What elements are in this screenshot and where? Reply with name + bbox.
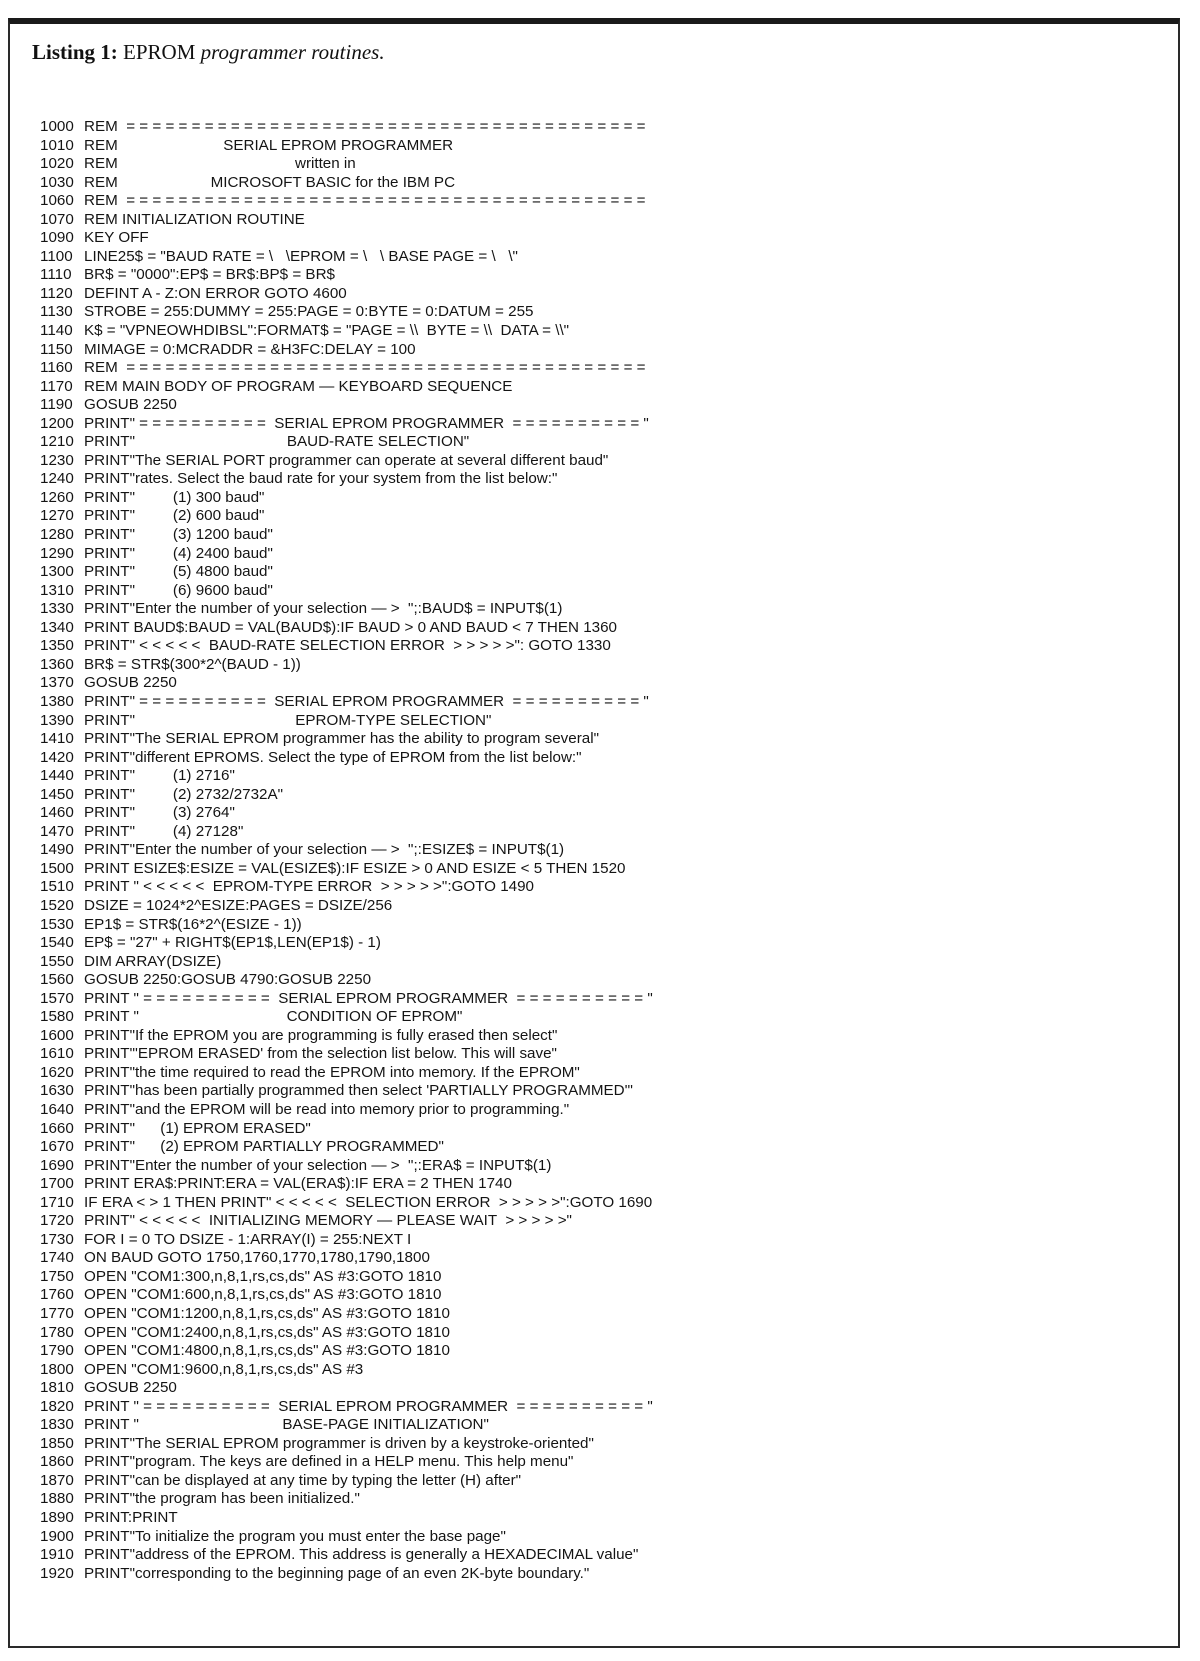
code-line bbox=[40, 990, 653, 1009]
line-code: PRINT"the time required to read the EPROM into memory. If the EPROM" bbox=[84, 1063, 580, 1081]
line-number: 1550 bbox=[40, 952, 74, 970]
code-line bbox=[40, 1082, 653, 1101]
line-number: 1140 bbox=[40, 322, 73, 340]
line-number: 1730 bbox=[40, 1230, 74, 1248]
line-number: 1100 bbox=[40, 247, 73, 265]
line-number: 1340 bbox=[40, 618, 74, 636]
code-line bbox=[40, 1398, 653, 1417]
line-number: 1910 bbox=[40, 1546, 74, 1564]
line-number: 1390 bbox=[40, 711, 74, 729]
line-number: 1470 bbox=[40, 822, 74, 840]
code-line bbox=[40, 1435, 653, 1454]
code-line bbox=[40, 582, 653, 601]
line-code: MIMAGE = 0:MCRADDR = &H3FC:DELAY = 100 bbox=[84, 340, 416, 358]
line-code: PRINT BAUD$:BAUD = VAL(BAUD$):IF BAUD > 0 AND BAUD < 7 THEN 1360 bbox=[84, 618, 618, 636]
code-line bbox=[40, 1212, 653, 1231]
line-number: 1660 bbox=[40, 1119, 74, 1137]
line-number: 1610 bbox=[40, 1045, 74, 1063]
line-number: 1530 bbox=[40, 915, 74, 933]
line-code: LINE25$ = "BAUD RATE = \ \EPROM = \ \ BASE PAGE = \ \" bbox=[84, 247, 518, 265]
line-number: 1560 bbox=[40, 971, 74, 989]
line-code: REM SERIAL EPROM PROGRAMMER bbox=[84, 136, 454, 154]
code-line bbox=[40, 786, 653, 805]
line-code: DIM ARRAY(DSIZE) bbox=[84, 952, 222, 970]
code-line bbox=[40, 229, 653, 248]
line-code: PRINT " < < < < < EPROM-TYPE ERROR > > > > >":GOTO 1490 bbox=[84, 878, 534, 896]
line-code: PRINT"Enter the number of your selection — > ";:ERA$ = INPUT$(1) bbox=[84, 1156, 552, 1174]
code-line bbox=[40, 637, 653, 656]
line-number: 1790 bbox=[40, 1342, 74, 1360]
code-line bbox=[40, 1342, 653, 1361]
code-line bbox=[40, 452, 653, 471]
line-code: IF ERA < > 1 THEN PRINT" < < < < < SELECTION ERROR > > > > >":GOTO 1690 bbox=[84, 1193, 653, 1211]
line-number: 1490 bbox=[40, 841, 74, 859]
line-code: PRINT"Enter the number of your selection — > ";:BAUD$ = INPUT$(1) bbox=[84, 600, 563, 618]
line-number: 1060 bbox=[40, 192, 74, 210]
line-code: REM = = = = = = = = = = = = = = = = = = = = = = = = = = = = = = = = = = = = = = = = bbox=[84, 192, 646, 210]
line-number: 1410 bbox=[40, 730, 74, 748]
code-line bbox=[40, 916, 653, 935]
code-line bbox=[40, 470, 653, 489]
line-code: FOR I = 0 TO DSIZE - 1:ARRAY(I) = 255:NEXT I bbox=[84, 1230, 412, 1248]
line-number: 1070 bbox=[40, 210, 74, 228]
line-code: PRINT"corresponding to the beginning page of an even 2K-byte boundary." bbox=[84, 1564, 590, 1582]
line-code: REM MAIN BODY OF PROGRAM — KEYBOARD SEQUENCE bbox=[84, 377, 513, 395]
line-code: PRINT ESIZE$:ESIZE = VAL(ESIZE$):IF ESIZE > 0 AND ESIZE < 5 THEN 1520 bbox=[84, 859, 626, 877]
line-code: REM = = = = = = = = = = = = = = = = = = = = = = = = = = = = = = = = = = = = = = = = bbox=[84, 118, 646, 135]
code-line bbox=[40, 1472, 653, 1491]
code-line bbox=[40, 118, 653, 137]
code-line bbox=[40, 1453, 653, 1472]
code-line bbox=[40, 1546, 653, 1565]
line-number: 1540 bbox=[40, 934, 74, 952]
line-code: GOSUB 2250 bbox=[84, 396, 177, 414]
code-line bbox=[40, 712, 653, 731]
line-code: BR$ = "0000":EP$ = BR$:BP$ = BR$ bbox=[84, 266, 335, 284]
code-line bbox=[40, 1379, 653, 1398]
line-code: PRINT " CONDITION OF EPROM" bbox=[84, 1008, 463, 1026]
code-line bbox=[40, 322, 653, 341]
line-number: 1240 bbox=[40, 470, 74, 488]
line-code: GOSUB 2250 bbox=[84, 674, 177, 692]
line-number: 1710 bbox=[40, 1193, 74, 1211]
line-number: 1690 bbox=[40, 1156, 74, 1174]
line-number: 1500 bbox=[40, 859, 74, 877]
line-number: 1880 bbox=[40, 1490, 74, 1508]
line-number: 1030 bbox=[40, 173, 74, 191]
line-code: PRINT"'EPROM ERASED' from the selection list below. This will save" bbox=[84, 1045, 557, 1063]
line-code: PRINT " BASE-PAGE INITIALIZATION" bbox=[84, 1416, 489, 1434]
line-number: 1130 bbox=[40, 303, 73, 321]
line-code: STROBE = 255:DUMMY = 255:PAGE = 0:BYTE = 0:DATUM = 255 bbox=[84, 303, 534, 321]
code-line bbox=[40, 545, 653, 564]
code-line bbox=[40, 174, 653, 193]
line-number: 1330 bbox=[40, 600, 74, 618]
code-line bbox=[40, 619, 653, 638]
line-number: 1600 bbox=[40, 1026, 74, 1044]
code-line bbox=[40, 1490, 653, 1509]
line-number: 1150 bbox=[40, 340, 73, 358]
code-line bbox=[40, 378, 653, 397]
line-number: 1740 bbox=[40, 1249, 74, 1267]
line-code: PRINT"different EPROMS. Select the type of EPROM from the list below:" bbox=[84, 748, 582, 766]
code-line bbox=[40, 1305, 653, 1324]
line-number: 1640 bbox=[40, 1100, 74, 1118]
line-code: PRINT"can be displayed at any time by typing the letter (H) after" bbox=[84, 1471, 522, 1489]
code-line bbox=[40, 248, 653, 267]
line-number: 1630 bbox=[40, 1082, 74, 1100]
code-line bbox=[40, 1509, 653, 1528]
line-code: PRINT" = = = = = = = = = = SERIAL EPROM PROGRAMMER = = = = = = = = = = " bbox=[84, 692, 649, 710]
line-number: 1780 bbox=[40, 1323, 74, 1341]
code-line bbox=[40, 1249, 653, 1268]
line-code: PRINT" EPROM-TYPE SELECTION" bbox=[84, 711, 492, 729]
line-code: OPEN "COM1:600,n,8,1,rs,cs,ds" AS #3:GOTO 1810 bbox=[84, 1286, 442, 1304]
line-code: REM INITIALIZATION ROUTINE bbox=[84, 210, 305, 228]
line-number: 1270 bbox=[40, 507, 74, 525]
line-code: PRINT"The SERIAL PORT programmer can operate at several different baud" bbox=[84, 451, 609, 469]
line-number: 1900 bbox=[40, 1527, 74, 1545]
code-listing bbox=[40, 118, 653, 1583]
line-code: PRINT" (1) EPROM ERASED" bbox=[84, 1119, 311, 1137]
line-number: 1870 bbox=[40, 1471, 74, 1489]
code-line bbox=[40, 1565, 653, 1584]
code-line bbox=[40, 341, 653, 360]
code-line bbox=[40, 1045, 653, 1064]
code-line bbox=[40, 656, 653, 675]
line-number: 1010 bbox=[40, 136, 74, 154]
line-number: 1620 bbox=[40, 1063, 74, 1081]
line-code: PRINT"the program has been initialized." bbox=[84, 1490, 360, 1508]
line-number: 1920 bbox=[40, 1564, 74, 1582]
code-line bbox=[40, 266, 653, 285]
line-number: 1110 bbox=[40, 266, 72, 284]
line-number: 1210 bbox=[40, 433, 74, 451]
line-number: 1850 bbox=[40, 1434, 74, 1452]
line-code: GOSUB 2250 bbox=[84, 1379, 177, 1397]
code-line bbox=[40, 211, 653, 230]
line-number: 1890 bbox=[40, 1509, 74, 1527]
code-line bbox=[40, 1194, 653, 1213]
code-line bbox=[40, 1268, 653, 1287]
line-number: 1750 bbox=[40, 1267, 74, 1285]
line-number: 1090 bbox=[40, 229, 74, 247]
line-code: EP$ = "27" + RIGHT$(EP1$,LEN(EP1$) - 1) bbox=[84, 934, 381, 952]
code-line bbox=[40, 841, 653, 860]
code-line bbox=[40, 1138, 653, 1157]
line-code: PRINT" = = = = = = = = = = SERIAL EPROM PROGRAMMER = = = = = = = = = = " bbox=[84, 414, 649, 432]
line-code: PRINT" (4) 2400 baud" bbox=[84, 544, 273, 562]
line-code: PRINT" < < < < < INITIALIZING MEMORY — PLEASE WAIT > > > > >" bbox=[84, 1212, 572, 1230]
code-line bbox=[40, 674, 653, 693]
line-code: PRINT" (6) 9600 baud" bbox=[84, 581, 273, 599]
line-number: 1420 bbox=[40, 748, 74, 766]
line-code: PRINT" (1) 300 baud" bbox=[84, 488, 265, 506]
line-number: 1580 bbox=[40, 1008, 74, 1026]
line-code: PRINT"To initialize the program you must enter the base page" bbox=[84, 1527, 506, 1545]
line-number: 1160 bbox=[40, 359, 73, 377]
code-line bbox=[40, 971, 653, 990]
line-code: PRINT" BAUD-RATE SELECTION" bbox=[84, 433, 470, 451]
line-number: 1860 bbox=[40, 1453, 74, 1471]
line-number: 1760 bbox=[40, 1286, 74, 1304]
code-line bbox=[40, 878, 653, 897]
code-line bbox=[40, 285, 653, 304]
line-code: K$ = "VPNEOWHDIBSL":FORMAT$ = "PAGE = \\ BYTE = \\ DATA = \\" bbox=[84, 322, 570, 340]
code-line bbox=[40, 507, 653, 526]
line-number: 1440 bbox=[40, 767, 74, 785]
line-number: 1670 bbox=[40, 1138, 74, 1156]
code-line bbox=[40, 1324, 653, 1343]
line-code: REM written in bbox=[84, 155, 356, 173]
code-line bbox=[40, 1120, 653, 1139]
line-number: 1350 bbox=[40, 637, 74, 655]
code-line bbox=[40, 433, 653, 452]
code-line bbox=[40, 749, 653, 768]
code-line bbox=[40, 1416, 653, 1435]
line-number: 1380 bbox=[40, 692, 74, 710]
line-code: BR$ = STR$(300*2^(BAUD - 1)) bbox=[84, 655, 301, 673]
line-number: 1810 bbox=[40, 1379, 74, 1397]
line-code: REM = = = = = = = = = = = = = = = = = = = = = = = = = = = = = = = = = = = = = = = = bbox=[84, 359, 646, 377]
code-line bbox=[40, 860, 653, 879]
line-number: 1280 bbox=[40, 526, 74, 544]
line-code: OPEN "COM1:4800,n,8,1,rs,cs,ds" AS #3:GOTO 1810 bbox=[84, 1342, 450, 1360]
line-code: PRINT" (1) 2716" bbox=[84, 767, 235, 785]
line-code: EP1$ = STR$(16*2^(ESIZE - 1)) bbox=[84, 915, 302, 933]
line-code: REM MICROSOFT BASIC for the IBM PC bbox=[84, 173, 456, 191]
line-code: OPEN "COM1:300,n,8,1,rs,cs,ds" AS #3:GOTO 1810 bbox=[84, 1267, 442, 1285]
line-number: 1200 bbox=[40, 414, 74, 432]
line-number: 1450 bbox=[40, 785, 74, 803]
line-number: 1520 bbox=[40, 896, 74, 914]
line-code: PRINT"The SERIAL EPROM programmer has the ability to program several" bbox=[84, 730, 599, 748]
code-line bbox=[40, 804, 653, 823]
code-line bbox=[40, 137, 653, 156]
line-code: PRINT"The SERIAL EPROM programmer is driven by a keystroke-oriented" bbox=[84, 1434, 594, 1452]
line-code: PRINT"If the EPROM you are programming is fully erased then select" bbox=[84, 1026, 558, 1044]
line-code: OPEN "COM1:9600,n,8,1,rs,cs,ds" AS #3 bbox=[84, 1360, 364, 1378]
line-code: PRINT " = = = = = = = = = = SERIAL EPROM PROGRAMMER = = = = = = = = = = " bbox=[84, 1397, 653, 1415]
line-number: 1230 bbox=[40, 451, 74, 469]
line-code: PRINT"program. The keys are defined in a HELP menu. This help menu" bbox=[84, 1453, 574, 1471]
line-number: 1290 bbox=[40, 544, 74, 562]
code-line bbox=[40, 359, 653, 378]
code-line bbox=[40, 693, 653, 712]
line-number: 1370 bbox=[40, 674, 74, 692]
line-number: 1510 bbox=[40, 878, 74, 896]
line-code: DSIZE = 1024*2^ESIZE:PAGES = DSIZE/256 bbox=[84, 896, 393, 914]
code-line bbox=[40, 489, 653, 508]
line-number: 1460 bbox=[40, 804, 74, 822]
line-code: DEFINT A - Z:ON ERROR GOTO 4600 bbox=[84, 284, 347, 302]
code-line bbox=[40, 1361, 653, 1380]
line-code: GOSUB 2250:GOSUB 4790:GOSUB 2250 bbox=[84, 971, 372, 989]
caption-label: Listing 1: bbox=[32, 40, 118, 64]
code-line bbox=[40, 1528, 653, 1547]
line-code: PRINT" (4) 27128" bbox=[84, 822, 244, 840]
line-code: PRINT" (3) 2764" bbox=[84, 804, 235, 822]
code-line bbox=[40, 600, 653, 619]
line-number: 1720 bbox=[40, 1212, 74, 1230]
line-code: PRINT" (5) 4800 baud" bbox=[84, 563, 273, 581]
line-number: 1820 bbox=[40, 1397, 74, 1415]
line-code: PRINT" < < < < < BAUD-RATE SELECTION ERROR > > > > >": GOTO 1330 bbox=[84, 637, 611, 655]
line-code: KEY OFF bbox=[84, 229, 149, 247]
line-number: 1000 bbox=[40, 118, 74, 135]
code-line bbox=[40, 1231, 653, 1250]
line-number: 1190 bbox=[40, 396, 73, 414]
line-code: PRINT" (2) EPROM PARTIALLY PROGRAMMED" bbox=[84, 1138, 444, 1156]
line-code: PRINT"rates. Select the baud rate for your system from the list below:" bbox=[84, 470, 558, 488]
code-line bbox=[40, 303, 653, 322]
line-number: 1830 bbox=[40, 1416, 74, 1434]
line-number: 1300 bbox=[40, 563, 74, 581]
line-code: PRINT" (2) 600 baud" bbox=[84, 507, 265, 525]
line-number: 1170 bbox=[40, 377, 73, 395]
code-line bbox=[40, 730, 653, 749]
code-line bbox=[40, 155, 653, 174]
line-number: 1020 bbox=[40, 155, 74, 173]
line-number: 1700 bbox=[40, 1175, 74, 1193]
line-code: PRINT"has been partially programmed then select 'PARTIALLY PROGRAMMED'" bbox=[84, 1082, 633, 1100]
code-line bbox=[40, 934, 653, 953]
code-line bbox=[40, 1008, 653, 1027]
code-line bbox=[40, 897, 653, 916]
line-code: PRINT" (3) 1200 baud" bbox=[84, 526, 273, 544]
line-code: OPEN "COM1:2400,n,8,1,rs,cs,ds" AS #3:GOTO 1810 bbox=[84, 1323, 450, 1341]
code-line bbox=[40, 415, 653, 434]
line-code: PRINT " = = = = = = = = = = SERIAL EPROM PROGRAMMER = = = = = = = = = = " bbox=[84, 989, 653, 1007]
listing-caption bbox=[32, 40, 385, 65]
line-number: 1360 bbox=[40, 655, 74, 673]
line-code: PRINT"Enter the number of your selection — > ";:ESIZE$ = INPUT$(1) bbox=[84, 841, 565, 859]
line-code: PRINT"address of the EPROM. This address is generally a HEXADECIMAL value" bbox=[84, 1546, 639, 1564]
code-line bbox=[40, 1286, 653, 1305]
line-code: PRINT ERA$:PRINT:ERA = VAL(ERA$):IF ERA = 2 THEN 1740 bbox=[84, 1175, 512, 1193]
code-line bbox=[40, 767, 653, 786]
code-line bbox=[40, 823, 653, 842]
caption-description: programmer routines. bbox=[200, 40, 385, 64]
code-line bbox=[40, 396, 653, 415]
code-line bbox=[40, 192, 653, 211]
code-line bbox=[40, 526, 653, 545]
line-number: 1260 bbox=[40, 488, 74, 506]
line-code: PRINT:PRINT bbox=[84, 1509, 178, 1527]
line-number: 1310 bbox=[40, 581, 74, 599]
caption-eprom: EPROM bbox=[123, 40, 196, 64]
code-line bbox=[40, 1157, 653, 1176]
code-line bbox=[40, 1064, 653, 1083]
line-number: 1570 bbox=[40, 989, 74, 1007]
code-line bbox=[40, 1175, 653, 1194]
code-line bbox=[40, 953, 653, 972]
line-number: 1770 bbox=[40, 1305, 74, 1322]
line-code: PRINT" (2) 2732/2732A" bbox=[84, 785, 284, 803]
code-line bbox=[40, 1027, 653, 1046]
line-code: ON BAUD GOTO 1750,1760,1770,1780,1790,1800 bbox=[84, 1249, 430, 1267]
line-code: PRINT"and the EPROM will be read into memory prior to programming." bbox=[84, 1100, 570, 1118]
line-code: OPEN "COM1:1200,n,8,1,rs,cs,ds" AS #3:GOTO 1810 bbox=[84, 1305, 450, 1322]
line-number: 1800 bbox=[40, 1360, 74, 1378]
code-line bbox=[40, 563, 653, 582]
code-line bbox=[40, 1101, 653, 1120]
line-number: 1120 bbox=[40, 284, 73, 302]
